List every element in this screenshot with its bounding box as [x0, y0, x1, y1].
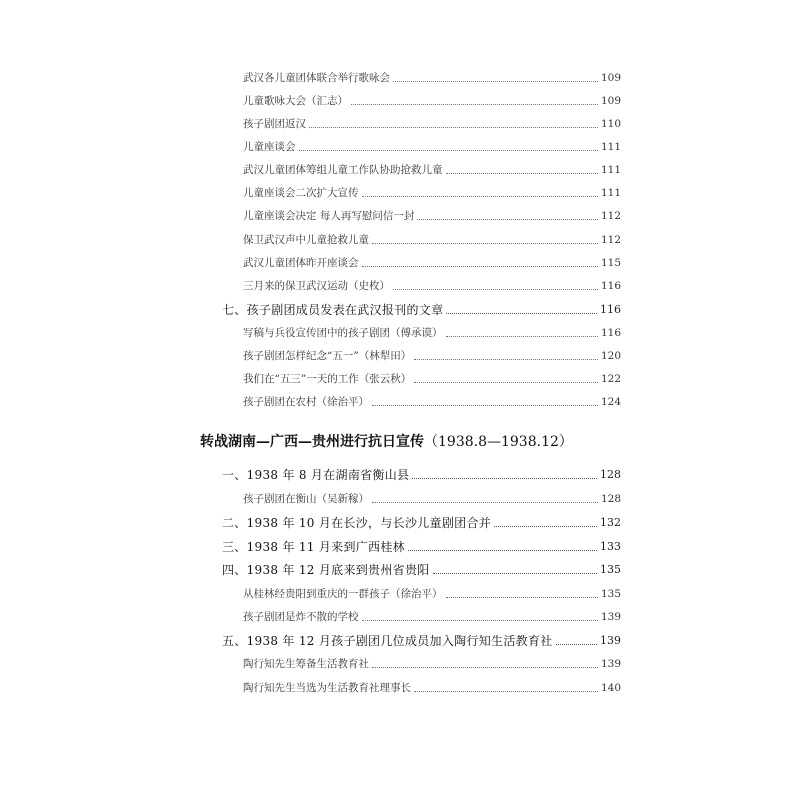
toc-entry[interactable] — [243, 89, 621, 109]
toc-entry-title: 从桂林经贵阳到重庆的一群孩子（徐治平） — [243, 588, 443, 600]
dot-leader — [408, 550, 597, 551]
toc-entry-title: 保卫武汉声中儿童抢救儿童 — [243, 234, 369, 246]
toc-entry[interactable] — [243, 251, 621, 271]
toc-entry-title: 陶行知先生筹备生活教育社 — [243, 658, 369, 670]
dot-leader — [362, 266, 598, 267]
toc-entry[interactable] — [243, 204, 621, 224]
dot-leader — [393, 289, 598, 290]
dot-leader — [446, 597, 598, 598]
toc-section-page: 135 — [600, 563, 621, 576]
toc-section-page: 133 — [600, 540, 621, 553]
dot-leader — [446, 313, 597, 314]
toc-section-page: 132 — [600, 516, 621, 529]
toc-section-title: 三、1938 年 11 月来到广西桂林 — [222, 540, 405, 554]
dot-leader — [446, 173, 598, 174]
toc-entry[interactable] — [243, 652, 621, 672]
toc-section-title: 一、1938 年 8 月在湖南省衡山县 — [222, 468, 410, 482]
dot-leader — [414, 691, 598, 692]
dot-leader — [556, 644, 597, 645]
toc-section-title: 五、1938 年 12 月孩子剧团几位成员加入陶行知生活教育社 — [222, 634, 553, 648]
toc-entry-page: 111 — [600, 164, 621, 176]
toc-section-page: 128 — [600, 468, 621, 481]
toc-section[interactable] — [222, 629, 621, 649]
toc-entry-title: 写稿与兵役宣传团中的孩子剧团（傅承谟） — [243, 327, 443, 339]
dot-leader — [299, 150, 598, 151]
toc-entry-page: 109 — [600, 72, 621, 84]
toc-entry-page: 135 — [600, 588, 621, 600]
toc-entry-page: 111 — [600, 187, 621, 199]
toc-entry-page: 124 — [600, 396, 621, 408]
toc-entry[interactable] — [243, 158, 621, 178]
toc-entry[interactable] — [243, 181, 621, 201]
dot-leader — [351, 104, 598, 105]
chapter-title: 转战湖南—广西—贵州进行抗日宣传 — [200, 434, 424, 450]
toc-section-title: 二、1938 年 10 月在长沙，与长沙儿童剧团合并 — [222, 516, 492, 530]
chapter-date-range: （1938.8—1938.12） — [424, 434, 573, 450]
dot-leader — [446, 336, 598, 337]
toc-entry-page: 111 — [600, 141, 621, 153]
toc-entry[interactable] — [243, 135, 621, 155]
toc-entry[interactable] — [243, 582, 621, 602]
toc-entry[interactable] — [243, 321, 621, 341]
toc-section-page: 139 — [600, 634, 621, 647]
dot-leader — [414, 382, 598, 383]
dot-leader — [393, 81, 598, 82]
toc-entry[interactable] — [243, 66, 621, 86]
dot-leader — [372, 667, 598, 668]
toc-entry-title: 儿童座谈会二次扩大宣传 — [243, 187, 359, 199]
dot-leader — [417, 219, 598, 220]
toc-section[interactable] — [222, 463, 621, 483]
toc-entry-title: 孩子剧团怎样纪念“五一”（林犁田） — [243, 350, 412, 362]
toc-entry[interactable] — [243, 112, 621, 132]
toc-entry-page: 139 — [600, 658, 621, 670]
toc-entry-page: 115 — [600, 257, 621, 269]
toc-entry-page: 140 — [600, 682, 621, 694]
toc-entry[interactable] — [243, 487, 621, 507]
dot-leader — [412, 478, 597, 479]
dot-leader — [372, 405, 598, 406]
dot-leader — [362, 196, 598, 197]
toc-entry-title: 儿童座谈会 — [243, 141, 296, 153]
toc-entry-title: 孩子剧团在衡山（吴新稼） — [243, 493, 369, 505]
toc-entry-page: 110 — [600, 118, 621, 130]
toc-entry-title: 三月来的保卫武汉运动（史枚） — [243, 280, 390, 292]
toc-entry-title: 孩子剧团是炸不散的学校 — [243, 611, 359, 623]
dot-leader — [309, 127, 598, 128]
toc-entry-title: 儿童歌咏大会（汇志） — [243, 95, 348, 107]
toc-entry-title: 儿童座谈会决定 每人再写慰问信一封 — [243, 210, 415, 222]
toc-section-page: 116 — [600, 303, 621, 316]
toc-section[interactable] — [222, 511, 621, 531]
dot-leader — [372, 243, 598, 244]
toc-entry[interactable] — [243, 390, 621, 410]
dot-leader — [414, 359, 598, 360]
dot-leader — [372, 502, 598, 503]
dot-leader — [494, 526, 597, 527]
toc-entry[interactable] — [243, 228, 621, 248]
toc-entry[interactable] — [243, 676, 621, 696]
toc-entry-title: 孩子剧团在农村（徐治平） — [243, 396, 369, 408]
toc-entry-title: 陶行知先生当选为生活教育社理事长 — [243, 682, 411, 694]
toc-entry-title: 武汉儿童团体昨开座谈会 — [243, 257, 359, 269]
toc-section[interactable] — [222, 298, 621, 318]
toc-entry-title: 我们在“五三”一天的工作（张云秋） — [243, 373, 412, 385]
toc-entry-title: 武汉各儿童团体联合举行歌咏会 — [243, 72, 390, 84]
toc-section-title: 七、孩子剧团成员发表在武汉报刊的文章 — [222, 303, 444, 317]
toc-entry-page: 120 — [600, 350, 621, 362]
toc-entry-page: 112 — [600, 210, 621, 222]
toc-entry[interactable] — [243, 344, 621, 364]
dot-leader — [433, 573, 597, 574]
toc-entry-page: 122 — [600, 373, 621, 385]
toc-entry-page: 128 — [600, 493, 621, 505]
dot-leader — [362, 620, 598, 621]
toc-entry[interactable] — [243, 367, 621, 387]
toc-entry[interactable] — [243, 605, 621, 625]
chapter-heading — [200, 431, 760, 453]
toc-entry-page: 112 — [600, 234, 621, 246]
toc-entry-page: 109 — [600, 95, 621, 107]
toc-entry-page: 116 — [600, 327, 621, 339]
toc-entry[interactable] — [243, 274, 621, 294]
toc-section[interactable] — [222, 535, 621, 555]
toc-entry-page: 116 — [600, 280, 621, 292]
toc-section[interactable] — [222, 558, 621, 578]
toc-section-title: 四、1938 年 12 月底来到贵州省贵阳 — [222, 563, 430, 577]
toc-entry-title: 武汉儿童团体筹组儿童工作队协助抢救儿童 — [243, 164, 443, 176]
toc-entry-page: 139 — [600, 611, 621, 623]
toc-entry-title: 孩子剧团返汉 — [243, 118, 306, 130]
